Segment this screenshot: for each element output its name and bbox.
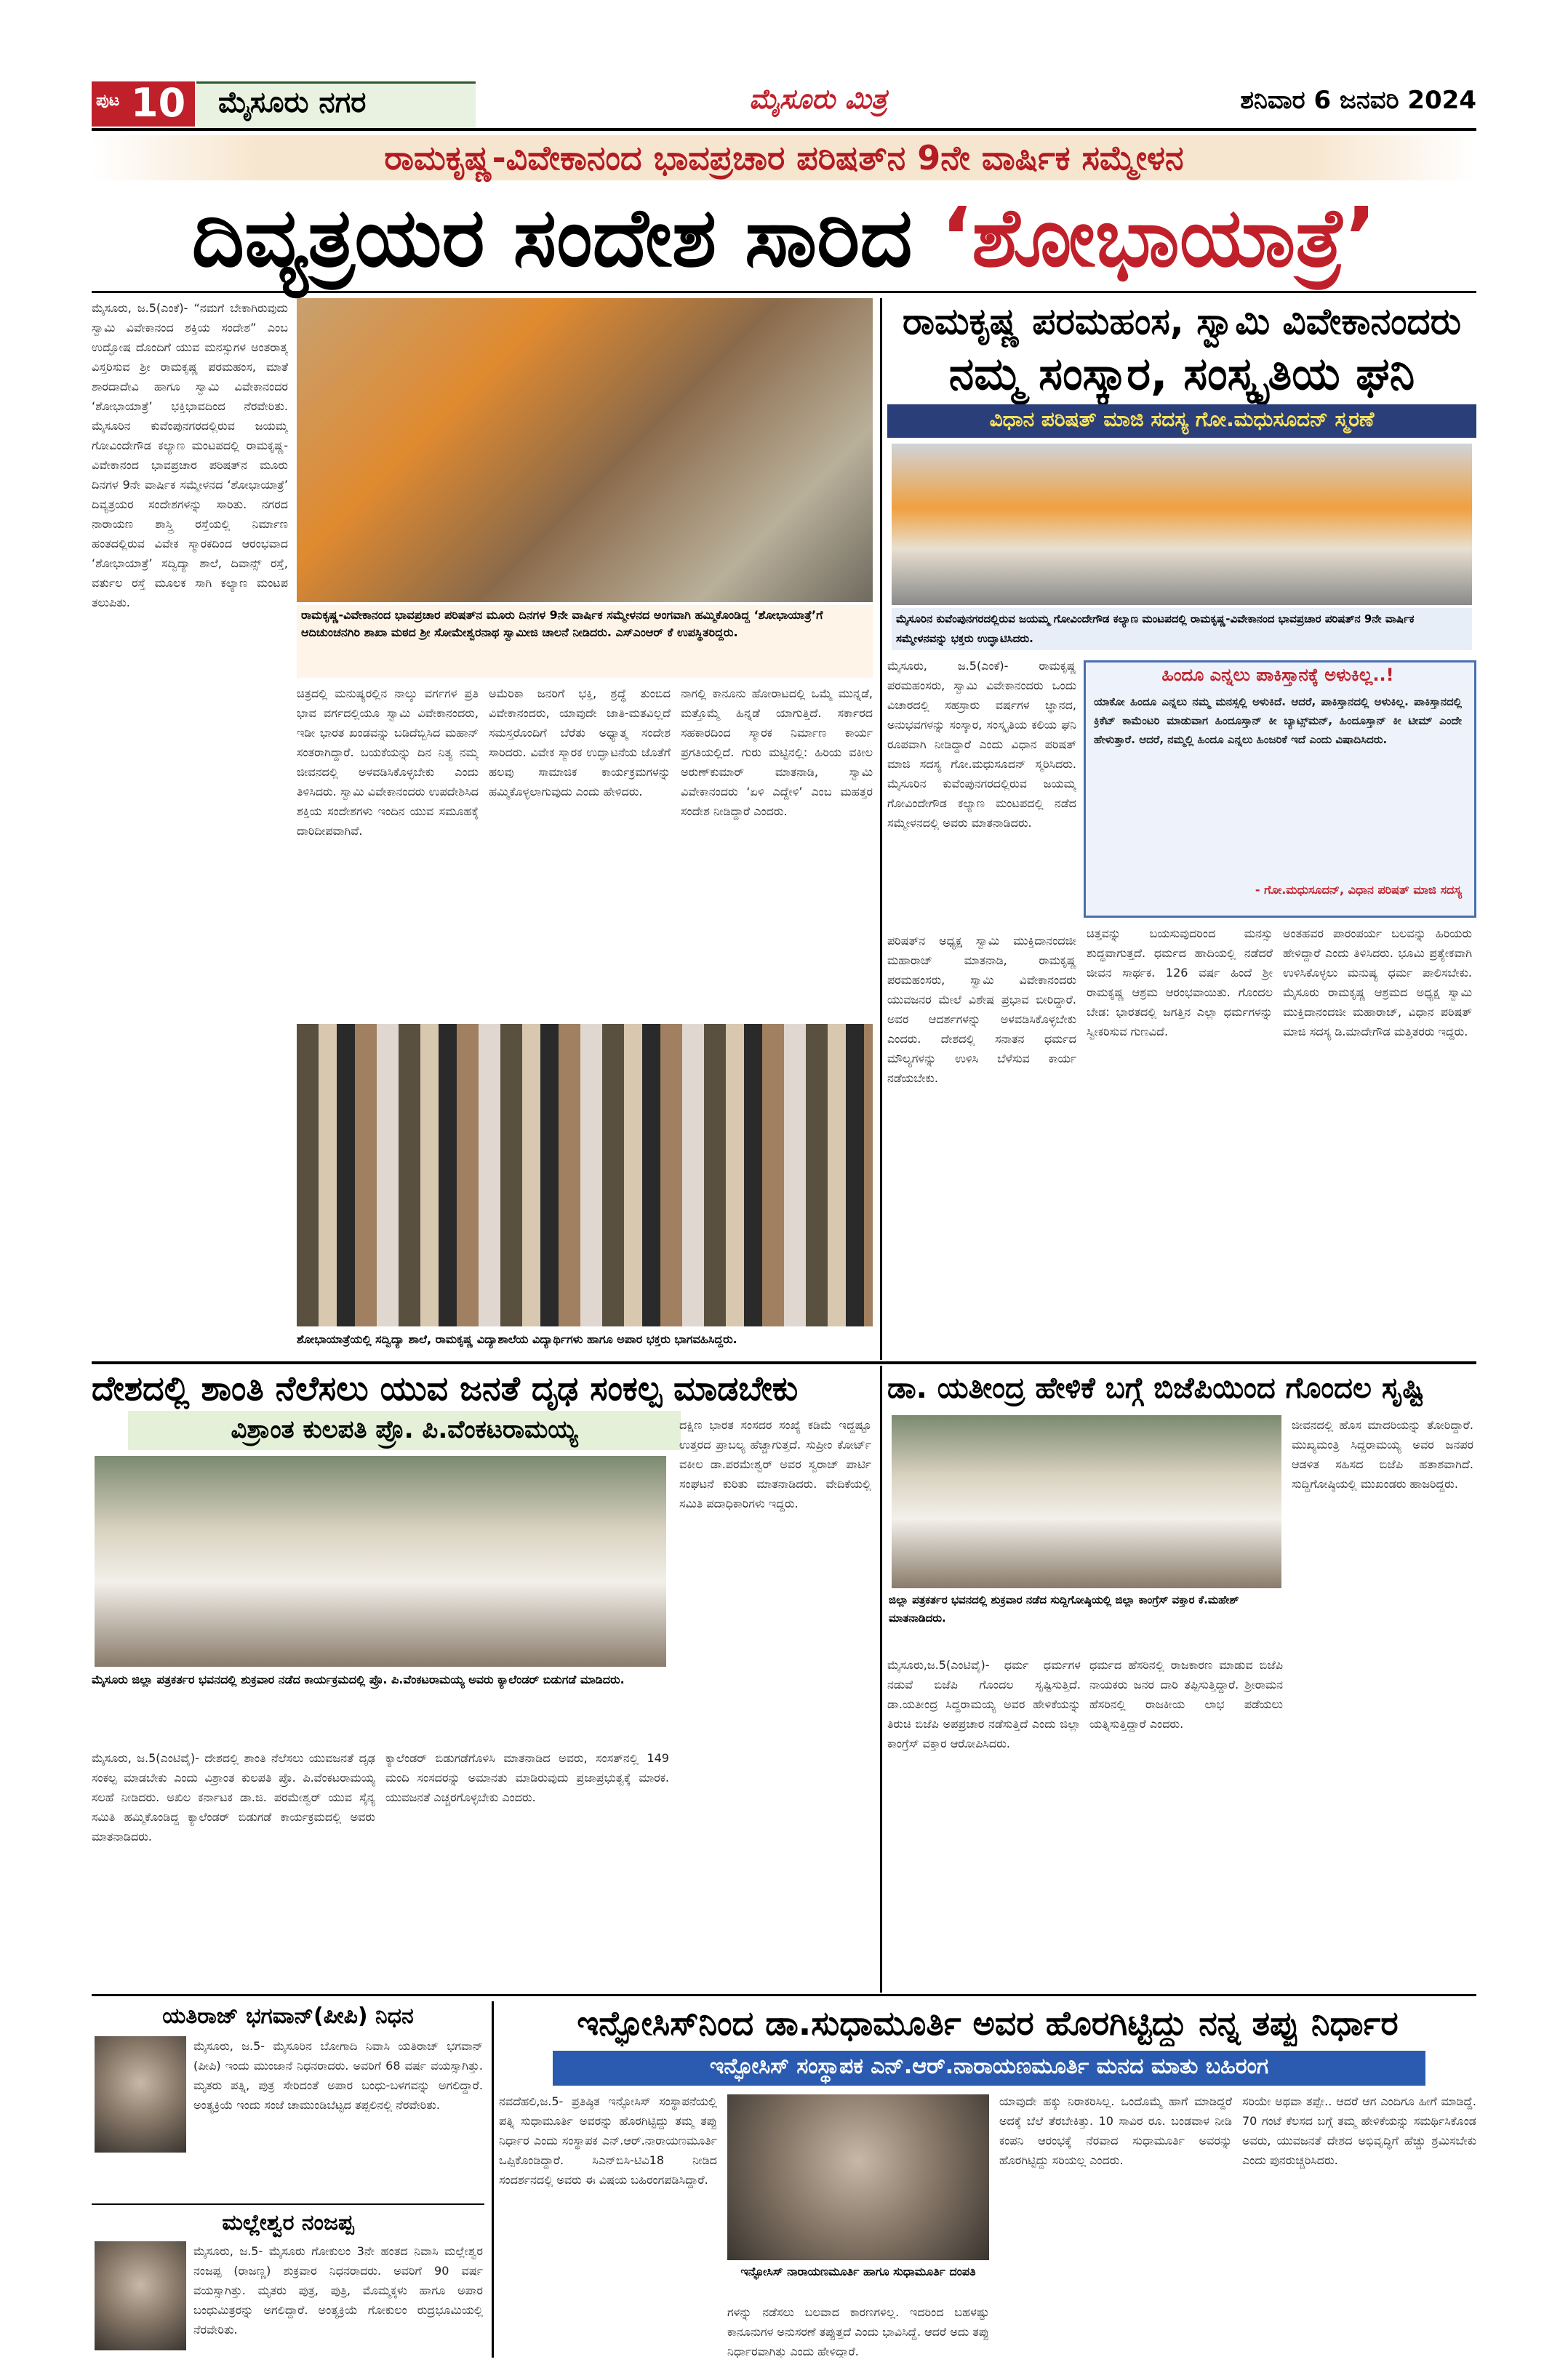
- paper-logo: ಮೈಸೂರು ಮಿತ್ರ: [749, 83, 887, 115]
- infosys-body-col4: ಸರಿಯೇ ಅಥವಾ ತಪ್ಪೇ.. ಆದರೆ ಆಗ ಎಂದಿಗೂ ಹೀಗೆ ಮಾಡಿದ್ದೆ. 70 ಗಂಟೆ ಕೆಲಸದ ಬಗ್ಗೆ ತಮ್ಮ ಹೇಳಿಕೆಯನ್ನು ಸಮರ್ಥಿಸಿಕೊಂಡ ಅವರು, ಯುವಜನತೆ ದೇಶದ ಅಭಿವೃದ್ಧಿಗೆ ಹೆಚ್ಚು ಶ್ರಮಿಸಬೇಕು ಎಂದು ಪುನರುಚ್ಚರಿಸಿದರು.: [1242, 2094, 1476, 2167]
- youth-body-col2: ಕ್ಯಾಲೆಂಡರ್ ಬಿಡುಗಡೆಗೊಳಿಸಿ ಮಾತನಾಡಿದ ಅವರು, ಸಂಸತ್‌ನಲ್ಲಿ 149 ಮಂದಿ ಸಂಸದರನ್ನು ಅಮಾನತು ಮಾಡಿರುವುದು ಪ್ರಜಾಪ್ರಭುತ್ವಕ್ಕೆ ಮಾರಕ. ಯುವಜನತೆ ಎಚ್ಚರಗೊಳ್ಳಬೇಕು ಎಂದರು.: [385, 1751, 669, 1804]
- obit1-body: ಮೈಸೂರು, ಜ.5- ಮೈಸೂರಿನ ಬೋಗಾದಿ ನಿವಾಸಿ ಯತಿರಾಜ್ ಭಗವಾನ್ (ಪೀಪಿ) ಇಂದು ಮುಂಜಾನೆ ನಿಧನರಾದರು. ಅವರಿಗೆ 68 ವರ್ಷ ವಯಸ್ಸಾಗಿತ್ತು. ಮೃತರು ಪತ್ನಿ, ಪುತ್ರ ಸೇರಿದಂತೆ ಅಪಾರ ಬಂಧು-ಬಳಗವನ್ನು ಅಗಲಿದ್ದಾರೆ. ಅಂತ್ಯಕ್ರಿಯೆ ಇಂದು ಸಂಜೆ ಚಾಮುಂಡಿಬೆಟ್ಟದ ತಪ್ಪಲಿನಲ್ಲಿ ನೆರವೇರಿತು.: [193, 2039, 483, 2112]
- lead-headline-main: ದಿವ್ಯತ್ರಯರ ಸಂದೇಶ ಸಾರಿದ: [191, 191, 941, 285]
- right-body-col3: ಚಿತ್ತವನ್ನು ಬಯಸುವುದರಿಂದ ಮನಸ್ಸು ಶುದ್ಧವಾಗುತ್ತದೆ. ಧರ್ಮದ ಹಾದಿಯಲ್ಲಿ ನಡೆದರೆ ಜೀವನ ಸಾರ್ಥಕ. 126 ವರ್ಷ ಹಿಂದೆ ಶ್ರೀ ರಾಮಕೃಷ್ಣ ಆಶ್ರಮ ಆರಂಭವಾಯಿತು. ಗೊಂದಲ ಬೇಡ: ಭಾರತದಲ್ಲಿ ಜಗತ್ತಿನ ಎಲ್ಲಾ ಧರ್ಮಗಳನ್ನು ಸ್ವೀಕರಿಸುವ ಗುಣವಿದೆ.: [1087, 926, 1273, 1038]
- lead-kicker: ರಾಮಕೃಷ್ಣ-ವಿವೇಕಾನಂದ ಭಾವಪ್ರಚಾರ ಪರಿಷತ್‌ನ 9ನೇ ವಾರ್ಷಿಕ ಸಮ್ಮೇಳನ: [384, 138, 1184, 177]
- lead-body-col4: ನಾಗಲ್ಲಿ ಕಾನೂನು ಹೋರಾಟದಲ್ಲಿ ಒಮ್ಮೆ ಮುನ್ನಡೆ, ಮತ್ತೊಮ್ಮೆ ಹಿನ್ನಡೆ ಯಾಗುತ್ತಿದೆ. ಸರ್ಕಾರದ ಸಹಕಾರದಿಂದ ಸ್ಮಾರಕ ನಿರ್ಮಾಣ ಕಾರ್ಯ ಪ್ರಗತಿಯಲ್ಲಿದೆ. ಗುರು ಮಟ್ಟಿನಲ್ಲಿ: ಹಿರಿಯ ವಕೀಲ ಅರುಣ್‌ಕುಮಾರ್ ಮಾತನಾಡಿ, ಸ್ವಾಮಿ ವಿವೇಕಾನಂದರು ‘ಏಳಿ ಎದ್ದೇಳಿ’ ಎಂಬ ಮಹತ್ತರ ಸಂದೇಶ ನೀಡಿದ್ದಾರೆ ಎಂದರು.: [681, 686, 873, 818]
- page-number: 10: [131, 80, 186, 126]
- right-strap: ವಿಧಾನ ಪರಿಷತ್ ಮಾಜಿ ಸದಸ್ಯ ಗೋ.ಮಧುಸೂದನ್ ಸ್ಮರಣೆ: [989, 407, 1375, 431]
- lead-photo2-caption: ಶೋಭಾಯಾತ್ರೆಯಲ್ಲಿ ಸದ್ವಿದ್ಯಾ ಶಾಲೆ, ರಾಮಕೃಷ್ಣ ವಿದ್ಯಾಶಾಲೆಯ ವಿದ್ಯಾರ್ಥಿಗಳು ಹಾಗೂ ಅಪಾರ ಭಕ್ತರು ಭಾಗವಹಿಸಿದ್ದರು.: [297, 1332, 737, 1346]
- page-label: ಪುಟ: [96, 92, 120, 110]
- obit2-title: ಮಲ್ಲೇಶ್ವರ ನಂಜಪ್ಪ: [222, 2210, 354, 2235]
- right-quote-box-body: ಯಾಕೋ ಹಿಂದೂ ಎನ್ನಲು ನಮ್ಮ ಮನಸ್ಸಲ್ಲಿ ಅಳುಕಿದೆ. ಆದರೆ, ಪಾಕಿಸ್ತಾನದಲ್ಲಿ ಅಳುಕಿಲ್ಲ. ಪಾಕಿಸ್ತಾನದಲ್ಲಿ ಕ್ರಿಕೆಟ್ ಕಾಮೆಂಟರಿ ಮಾಡುವಾಗ ಹಿಂದೂಸ್ತಾನ್ ಕೀ ಬ್ಯಾಟ್ಸ್‌ಮನ್, ಹಿಂದೂಸ್ತಾನ್ ಕೀ ಟೀಮ್ ಎಂದೇ ಹೇಳುತ್ತಾರೆ. ಆದರೆ, ನಮ್ಮಲ್ಲಿ ಹಿಂದೂ ಎನ್ನಲು ಹಿಂಜರಿಕೆ ಇದೆ ಎಂದು ವಿಷಾದಿಸಿದರು.: [1094, 695, 1462, 746]
- right-body-col2: ಪರಿಷತ್‌ನ ಅಧ್ಯಕ್ಷ ಸ್ವಾಮಿ ಮುಕ್ತಿದಾನಂದಜೀ ಮಹಾರಾಜ್ ಮಾತನಾಡಿ, ರಾಮಕೃಷ್ಣ ಪರಮಹಂಸರು, ಸ್ವಾಮಿ ವಿವೇಕಾನಂದರು ಯುವಜನರ ಮೇಲೆ ವಿಶೇಷ ಪ್ರಭಾವ ಬೀರಿದ್ದಾರೆ. ಅವರ ಆದರ್ಶಗಳನ್ನು ಅಳವಡಿಸಿಕೊಳ್ಳಬೇಕು ಎಂದರು. ದೇಶದಲ್ಲಿ ಸನಾತನ ಧರ್ಮದ ಮೌಲ್ಯಗಳನ್ನು ಉಳಿಸಿ ಬೆಳೆಸುವ ಕಾರ್ಯ ನಡೆಯಬೇಕು.: [887, 934, 1076, 1085]
- lead-photo1-caption: ರಾಮಕೃಷ್ಣ-ವಿವೇಕಾನಂದ ಭಾವಪ್ರಚಾರ ಪರಿಷತ್‌ನ ಮೂರು ದಿನಗಳ 9ನೇ ವಾರ್ಷಿಕ ಸಮ್ಮೇಳನದ ಅಂಗವಾಗಿ ಹಮ್ಮಿಕೊಂಡಿದ್ದ ‘ಶೋಭಾಯಾತ್ರೆ’ಗೆ ಆದಿಚುಂಚನಗಿರಿ ಶಾಖಾ ಮಠದ ಶ್ರೀ ಸೋಮೇಶ್ವರನಾಥ ಸ್ವಾಮೀಜಿ ಚಾಲನೆ ನೀಡಿದರು. ಎಸ್‌ಎಂಆರ್ ಕೆ ಉಪಸ್ಥಿತರಿದ್ದರು.: [301, 608, 823, 639]
- obit2-photo: [95, 2241, 186, 2350]
- youth-body-col3: ದಕ್ಷಿಣ ಭಾರತ ಸಂಸದರ ಸಂಖ್ಯೆ ಕಡಿಮೆ ಇದ್ದಷ್ಟೂ ಉತ್ತರದ ಪ್ರಾಬಲ್ಯ ಹೆಚ್ಚಾಗುತ್ತದೆ. ಸುಪ್ರೀಂ ಕೋರ್ಟ್ ವಕೀಲ ಡಾ.ಪರಮೇಶ್ವರ್ ಅವರ ಸ್ವರಾಜ್ ಪಾರ್ಟಿ ಸಂಘಟನೆ ಕುರಿತು ಮಾತನಾಡಿದರು. ವೇದಿಕೆಯಲ್ಲಿ ಸಮಿತಿ ಪದಾಧಿಕಾರಿಗಳು ಇದ್ದರು.: [679, 1418, 871, 1510]
- right-headline-1: ರಾಮಕೃಷ್ಣ ಪರಮಹಂಸ, ಸ್ವಾಮಿ ವಿವೇಕಾನಂದರು: [902, 300, 1462, 343]
- right-photo-stage: [892, 444, 1472, 605]
- infosys-body-col3: ಯಾವುದೇ ಹಕ್ಕು ನಿರಾಕರಿಸಿಲ್ಲ. ಒಂದೊಮ್ಮೆ ಹಾಗೆ ಮಾಡಿದ್ದರೆ ಅದಕ್ಕೆ ಬೆಲೆ ತೆರಬೇಕಿತ್ತು. 10 ಸಾವಿರ ರೂ. ಬಂಡವಾಳ ನೀಡಿ ಕಂಪನಿ ಆರಂಭಕ್ಕೆ ನೆರವಾದ ಸುಧಾಮೂರ್ತಿ ಅವರನ್ನು ಹೊರಗಿಟ್ಟಿದ್ದು ಸರಿಯಲ್ಲ ಎಂದರು.: [999, 2094, 1232, 2167]
- youth-headline: ದೇಶದಲ್ಲಿ ಶಾಂತಿ ನೆಲೆಸಲು ಯುವ ಜನತೆ ದೃಢ ಸಂಕಲ್ಪ ಮಾಡಬೇಕು: [92, 1369, 799, 1408]
- youth-strap: ವಿಶ್ರಾಂತ ಕುಲಪತಿ ಪ್ರೊ. ಪಿ.ವೆಂಕಟರಾಮಯ್ಯ: [231, 1415, 578, 1444]
- infosys-photo: [727, 2094, 989, 2260]
- lead-body-col3: ಅಮೆರಿಕಾ ಜನರಿಗೆ ಭಕ್ತಿ, ಶ್ರದ್ಧೆ ತುಂಬಿದ ವಿವೇಕಾನಂದರು, ಯಾವುದೇ ಜಾತಿ-ಮತವಿಲ್ಲದೆ ಸಮಸ್ತರೊಂದಿಗೆ ಬೆರೆತು ಅಧ್ಯಾತ್ಮ ಸಂದೇಶ ಸಾರಿದರು. ವಿವೇಕ ಸ್ಮಾರಕ ಉದ್ಘಾಟನೆಯ ಜೊತೆಗೆ ಹಲವು ಸಾಮಾಜಿಕ ಕಾರ್ಯಕ್ರಮಗಳನ್ನು ಹಮ್ಮಿಕೊಳ್ಳಲಾಗುವುದು ಎಂದು ಹೇಳಿದರು.: [489, 686, 671, 798]
- middle-rule: [92, 1361, 1476, 1364]
- infosys-body-col2: ಗಳನ್ನು ನಡೆಸಲು ಬಲವಾದ ಕಾರಣಗಳಿಲ್ಲ. ಇದರಿಂದ ಬಹಳಷ್ಟು ಕಾನೂನುಗಳ ಅನುಸರಣೆ ತಪ್ಪುತ್ತದೆ ಎಂದು ಭಾವಿಸಿದ್ದೆ. ಆದರೆ ಅದು ತಪ್ಪು ನಿರ್ಧಾರವಾಗಿತ್ತು ಎಂದು ಹೇಳಿದ್ದಾರೆ.: [727, 2305, 989, 2358]
- youth-body-col1: ಮೈಸೂರು, ಜ.5(ಎಂಟಿವೈ)- ದೇಶದಲ್ಲಿ ಶಾಂತಿ ನೆಲೆಸಲು ಯುವಜನತೆ ದೃಢ ಸಂಕಲ್ಪ ಮಾಡಬೇಕು ಎಂದು ವಿಶ್ರಾಂತ ಕುಲಪತಿ ಪ್ರೊ. ಪಿ.ವೆಂಕಟರಾಮಯ್ಯ ಸಲಹೆ ನೀಡಿದರು. ಅಖಿಲ ಕರ್ನಾಟಕ ಡಾ.ಜಿ. ಪರಮೇಶ್ವರ್ ಯುವ ಸೈನ್ಯ ಸಮಿತಿ ಹಮ್ಮಿಕೊಂಡಿದ್ದ ಕ್ಯಾಲೆಂಡರ್ ಬಿಡುಗಡೆ ಕಾರ್ಯಕ್ರಮದಲ್ಲಿ ಅವರು ಮಾತನಾಡಿದರು.: [92, 1751, 375, 1843]
- lead-body-col2: ಚಿತ್ರದಲ್ಲಿ ಮನುಷ್ಯರಲ್ಲಿನ ನಾಲ್ಕು ವರ್ಗಗಳ ಪ್ರತಿ ಭಾವ ವರ್ಗದಲ್ಲಿಯೂ ಸ್ವಾಮಿ ವಿವೇಕಾನಂದರು, ಇಡೀ ಭಾರತ ಖಂಡವನ್ನು ಬಡಿದೆಬ್ಬಿಸಿದ ಮಹಾನ್ ಸಂತರಾಗಿದ್ದಾರೆ. ಬಯಕೆಯನ್ನು ದಿನ ನಿತ್ಯ ನಮ್ಮ ಜೀವನದಲ್ಲಿ ಅಳವಡಿಸಿಕೊಳ್ಳಬೇಕು ಎಂದು ತಿಳಿಸಿದರು. ಸ್ವಾಮಿ ವಿವೇಕಾನಂದರು ಉಪದೇಶಿಸಿದ ಶಕ್ತಿಯ ಸಂದೇಶಗಳು ಇಂದಿನ ಯುವ ಸಮೂಹಕ್ಕೆ ದಾರಿದೀಪವಾಗಿವೆ.: [297, 686, 479, 838]
- column-rule-bjp: [880, 1366, 882, 1993]
- section-title: ಮೈಸೂರು ನಗರ: [218, 86, 367, 119]
- obit1-photo: [95, 2036, 186, 2153]
- obit2-body: ಮೈಸೂರು, ಜ.5- ಮೈಸೂರು ಗೋಕುಲಂ 3ನೇ ಹಂತದ ನಿವಾಸಿ ಮಲ್ಲೇಶ್ವರ ನಂಜಪ್ಪ (ರಾಜಣ್ಣ) ಶುಕ್ರವಾರ ನಿಧನರಾದರು. ಅವರಿಗೆ 90 ವರ್ಷ ವಯಸ್ಸಾಗಿತ್ತು. ಮೃತರು ಪುತ್ರ, ಪುತ್ರಿ, ಮೊಮ್ಮಕ್ಕಳು ಹಾಗೂ ಅಪಾರ ಬಂಧುಮಿತ್ರರನ್ನು ಅಗಲಿದ್ದಾರೆ. ಅಂತ್ಯಕ್ರಿಯೆ ಗೋಕುಲಂ ರುದ್ರಭೂಮಿಯಲ್ಲಿ ನೆರವೇರಿತು.: [193, 2244, 483, 2337]
- obit-rule: [92, 2203, 484, 2205]
- obit1-title: ಯತಿರಾಜ್ ಭಗವಾನ್(ಪೀಪಿ) ನಿಧನ: [162, 2003, 414, 2029]
- right-body-col1: ಮೈಸೂರು, ಜ.5(ಎಂಕೆ)- ರಾಮಕೃಷ್ಣ ಪರಮಹಂಸರು, ಸ್ವಾಮಿ ವಿವೇಕಾನಂದರು ಒಂದು ವಿಚಾರದಲ್ಲಿ ಸಹಸ್ರಾರು ವರ್ಷಗಳ ಜ್ಞಾನದ, ಅನುಭವಗಳನ್ನು ಸಂಸ್ಕಾರ, ಸಂಸ್ಕೃತಿಯ ಕಲಿಯ ಘನಿ ರೂಪವಾಗಿ ನೀಡಿದ್ದಾರೆ ಎಂದು ವಿಧಾನ ಪರಿಷತ್ ಮಾಜಿ ಸದಸ್ಯ ಗೋ.ಮಧುಸೂದನ್ ಸ್ಮರಿಸಿದರು. ಮೈಸೂರಿನ ಕುವೆಂಪುನಗರದಲ್ಲಿರುವ ಜಯಮ್ಮ ಗೋವಿಂದೇಗೌಡ ಕಲ್ಯಾಣ ಮಂಟಪದಲ್ಲಿ ನಡೆದ ಸಮ್ಮೇಳನದಲ್ಲಿ ಅವರು ಮಾತನಾಡಿದರು.: [887, 659, 1076, 830]
- column-rule-right: [880, 298, 882, 1360]
- bjp-photo-caption: ಜಿಲ್ಲಾ ಪತ್ರಕರ್ತರ ಭವನದಲ್ಲಿ ಶುಕ್ರವಾರ ನಡೆದ ಸುದ್ದಿಗೋಷ್ಠಿಯಲ್ಲಿ ಜಿಲ್ಲಾ ಕಾಂಗ್ರೆಸ್ ವಕ್ತಾರ ಕೆ.ಮಹೇಶ್ ಮಾತನಾಡಿದರು.: [889, 1593, 1239, 1625]
- right-body-col4: ಅಂತಹವರ ಪಾರಂಪರ್ಯ ಬಲವನ್ನು ಹಿರಿಯರು ಹೇಳಿದ್ದಾರೆ ಎಂದು ತಿಳಿಸಿದರು. ಭೂಮಿ ಪ್ರತ್ಯೇಕವಾಗಿ ಉಳಿಸಿಕೊಳ್ಳಲು ಮನುಷ್ಯ ಧರ್ಮ ಪಾಲಿಸಬೇಕು. ಮೈಸೂರು ರಾಮಕೃಷ್ಣ ಆಶ್ರಮದ ಅಧ್ಯಕ್ಷ ಸ್ವಾಮಿ ಮುಕ್ತಿದಾನಂದಜೀ ಮಹಾರಾಜ್, ವಿಧಾನ ಪರಿಷತ್ ಮಾಜಿ ಸದಸ್ಯ ಡಿ.ಮಾದೇಗೌಡ ಮತ್ತಿತರರು ಇದ್ದರು.: [1283, 926, 1472, 1038]
- headline-rule: [92, 291, 1476, 293]
- masthead-rule: [92, 128, 1476, 131]
- bjp-body-col1: ಮೈಸೂರು,ಜ.5(ಎಂಟಿವೈ)- ಧರ್ಮ ಧರ್ಮಗಳ ನಡುವೆ ಬಿಜೆಪಿ ಗೊಂದಲ ಸೃಷ್ಟಿಸುತ್ತಿದೆ. ಡಾ.ಯತೀಂದ್ರ ಸಿದ್ದರಾಮಯ್ಯ ಅವರ ಹೇಳಿಕೆಯನ್ನು ತಿರುಚಿ ಬಿಜೆಪಿ ಅಪಪ್ರಚಾರ ನಡೆಸುತ್ತಿದೆ ಎಂದು ಜಿಲ್ಲಾ ಕಾಂಗ್ರೆಸ್ ವಕ್ತಾರ ಆರೋಪಿಸಿದರು.: [887, 1658, 1081, 1750]
- lead-photo-procession-start: [297, 298, 873, 602]
- right-photo-caption: ಮೈಸೂರಿನ ಕುವೆಂಪುನಗರದಲ್ಲಿರುವ ಜಯಮ್ಮ ಗೋವಿಂದೇಗೌಡ ಕಲ್ಯಾಣ ಮಂಟಪದಲ್ಲಿ ರಾಮಕೃಷ್ಣ-ವಿವೇಕಾನಂದ ಭಾವಪ್ರಚಾರ ಪರಿಷತ್‌ನ 9ನೇ ವಾರ್ಷಿಕ ಸಮ್ಮೇಳನವನ್ನು ಭಕ್ತರು ಉದ್ಘಾಟಿಸಿದರು.: [896, 612, 1415, 645]
- infosys-body-col1: ನವದೆಹಲಿ,ಜ.5- ಪ್ರತಿಷ್ಠಿತ ಇನ್ಫೋಸಿಸ್ ಸಂಸ್ಥಾಪನೆಯಲ್ಲಿ ಪತ್ನಿ ಸುಧಾಮೂರ್ತಿ ಅವರನ್ನು ಹೊರಗಿಟ್ಟಿದ್ದು ತಮ್ಮ ತಪ್ಪು ನಿರ್ಧಾರ ಎಂದು ಸಂಸ್ಥಾಪಕ ಎನ್.ಆರ್.ನಾರಾಯಣಮೂರ್ತಿ ಒಪ್ಪಿಕೊಂಡಿದ್ದಾರೆ. ಸಿಎನ್‌ಬಿಸಿ-ಟಿವಿ18 ನೀಡಿದ ಸಂದರ್ಶನದಲ್ಲಿ ಅವರು ಈ ವಿಷಯ ಬಹಿರಂಗಪಡಿಸಿದ್ದಾರೆ.: [499, 2094, 717, 2187]
- bjp-body-col3: ಜೀವನದಲ್ಲಿ ಹೊಸ ಮಾದರಿಯನ್ನು ತೋರಿದ್ದಾರೆ. ಮುಖ್ಯಮಂತ್ರಿ ಸಿದ್ದರಾಮಯ್ಯ ಅವರ ಜನಪರ ಆಡಳಿತ ಸಹಿಸದ ಬಿಜೆಪಿ ಹತಾಶವಾಗಿದೆ. ಸುದ್ದಿಗೋಷ್ಠಿಯಲ್ಲಿ ಮುಖಂಡರು ಹಾಜರಿದ್ದರು.: [1292, 1418, 1473, 1491]
- bjp-photo: [892, 1415, 1281, 1588]
- right-quote-box-title: ಹಿಂದೂ ಎನ್ನಲು ಪಾಕಿಸ್ತಾನಕ್ಕೆ ಅಳುಕಿಲ್ಲ..!: [1161, 665, 1394, 685]
- lead-photo-crowd: [297, 1024, 873, 1326]
- infosys-headline: ಇನ್ಫೋಸಿಸ್‌ನಿಂದ ಡಾ.ಸುಧಾಮೂರ್ತಿ ಅವರ ಹೊರಗಿಟ್ಟಿದ್ದು ನನ್ನ ತಪ್ಪು ನಿರ್ಧಾರ: [577, 2003, 1399, 2043]
- bjp-body-col2: ಧರ್ಮದ ಹೆಸರಿನಲ್ಲಿ ರಾಜಕಾರಣ ಮಾಡುವ ಬಿಜೆಪಿ ನಾಯಕರು ಜನರ ದಾರಿ ತಪ್ಪಿಸುತ್ತಿದ್ದಾರೆ. ಶ್ರೀರಾಮನ ಹೆಸರಿನಲ್ಲಿ ರಾಜಕೀಯ ಲಾಭ ಪಡೆಯಲು ಯತ್ನಿಸುತ್ತಿದ್ದಾರೆ ಎಂದರು.: [1089, 1658, 1283, 1731]
- infosys-strap: ಇನ್ಫೋಸಿಸ್ ಸಂಸ್ಥಾಪಕ ಎನ್.ಆರ್.ನಾರಾಯಣಮೂರ್ತಿ ಮನದ ಮಾತು ಬಹಿರಂಗ: [709, 2054, 1269, 2079]
- lower-rule: [92, 1994, 1476, 1996]
- right-quote-box-credit: - ಗೋ.ಮಧುಸೂದನ್, ವಿಧಾನ ಪರಿಷತ್ ಮಾಜಿ ಸದಸ್ಯ: [1255, 883, 1462, 897]
- column-rule-infosys: [492, 2001, 494, 2358]
- bjp-headline: ಡಾ. ಯತೀಂದ್ರ ಹೇಳಿಕೆ ಬಗ್ಗೆ ಬಿಜೆಪಿಯಿಂದ ಗೊಂದಲ ಸೃಷ್ಟಿ: [887, 1372, 1425, 1405]
- lead-body-col1: ಮೈಸೂರು, ಜ.5(ಎಂಕೆ)- “ನಮಗೆ ಬೇಕಾಗಿರುವುದು ಸ್ವಾಮಿ ವಿವೇಕಾನಂದ ಶಕ್ತಿಯ ಸಂದೇಶ” ಎಂಬ ಉದ್ಘೋಷ ದೊಂದಿಗೆ ಯುವ ಮನಸ್ಸುಗಳ ಅಂತರಾತ್ಮ ವಿಸ್ತರಿಸುವ ಶ್ರೀ ರಾಮಕೃಷ್ಣ ಪರಮಹಂಸ, ಮಾತೆ ಶಾರದಾದೇವಿ ಹಾಗೂ ಸ್ವಾಮಿ ವಿವೇಕಾನಂದರ ‘ಶೋಭಾಯಾತ್ರೆ’ ಭಕ್ತಿಭಾವದಿಂದ ನೆರವೇರಿತು. ಮೈಸೂರಿನ ಕುವೆಂಪುನಗರದಲ್ಲಿರುವ ಜಯಮ್ಮ ಗೋವಿಂದೇಗೌಡ ಕಲ್ಯಾಣ ಮಂಟಪದಲ್ಲಿ ರಾಮಕೃಷ್ಣ-ವಿವೇಕಾನಂದ ಭಾವಪ್ರಚಾರ ಪರಿಷತ್‌ನ ಮೂರು ದಿನಗಳ 9ನೇ ವಾರ್ಷಿಕ ಸಮ್ಮೇಳನದ ‘ಶೋಭಾಯಾತ್ರೆ’ ದಿವ್ಯತ್ರಯರ ಸಂದೇಶಗಳನ್ನು ಸಾರಿತು. ನಗರದ ನಾರಾಯಣ ಶಾಸ್ತ್ರಿ ರಸ್ತೆಯಲ್ಲಿ ನಿರ್ಮಾಣ ಹಂತದಲ್ಲಿರುವ ವಿವೇಕ ಸ್ಮಾರಕದಿಂದ ಆರಂಭವಾದ ‘ಶೋಭಾಯಾತ್ರೆ’ ಸದ್ವಿದ್ಯಾ ಶಾಲೆ, ದಿವಾನ್ಸ್ ರಸ್ತೆ, ವರ್ತುಲ ರಸ್ತೆ ಮೂಲಕ ಸಾಗಿ ಕಲ್ಯಾಣ ಮಂಟಪ ತಲುಪಿತು.: [92, 301, 288, 609]
- youth-photo: [95, 1456, 666, 1667]
- right-headline-2: ನಮ್ಮ ಸಂಸ್ಕಾರ, ಸಂಸ್ಕೃತಿಯ ಘನಿ: [948, 347, 1415, 400]
- infosys-photo-caption: ಇನ್ಫೋಸಿಸ್ ನಾರಾಯಣಮೂರ್ತಿ ಹಾಗೂ ಸುಧಾಮೂರ್ತಿ ದಂಪತಿ: [740, 2265, 976, 2278]
- issue-date: ಶನಿವಾರ 6 ಜನವರಿ 2024: [1240, 86, 1476, 115]
- youth-photo-caption: ಮೈಸೂರು ಜಿಲ್ಲಾ ಪತ್ರಕರ್ತರ ಭವನದಲ್ಲಿ ಶುಕ್ರವಾರ ನಡೆದ ಕಾರ್ಯಕ್ರಮದಲ್ಲಿ ಪ್ರೊ. ಪಿ.ವೆಂಕಟರಾಮಯ್ಯ ಅವರು ಕ್ಯಾಲೆಂಡರ್ ಬಿಡುಗಡೆ ಮಾಡಿದರು.: [92, 1673, 625, 1686]
- lead-headline-quote: ‘ಶೋಭಾಯಾತ್ರೆ’: [940, 191, 1377, 285]
- lead-headline: [92, 191, 1476, 285]
